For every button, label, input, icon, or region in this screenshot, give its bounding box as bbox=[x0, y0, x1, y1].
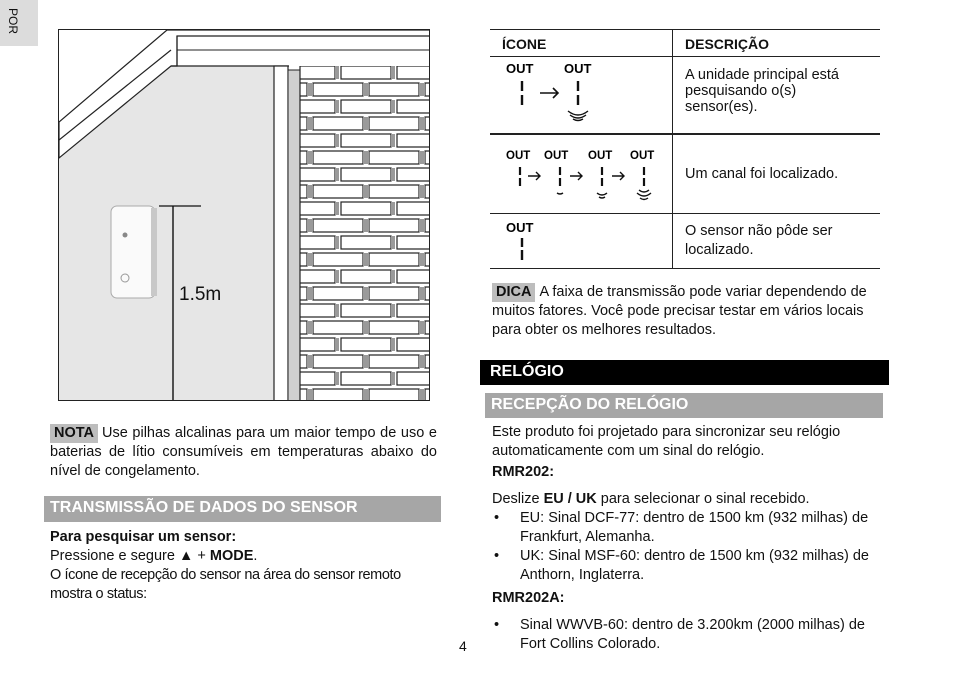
list-item: • Sinal WWVB-60: dentro de 3.200km (2000 milhas) de Fort Collins Colorado. bbox=[492, 616, 884, 654]
language-tab bbox=[0, 0, 38, 46]
table-row bbox=[490, 57, 880, 135]
section-title-clock-reception: RECEPÇÃO DO RELÓGIO bbox=[485, 393, 883, 418]
section-title-clock: RELÓGIO bbox=[480, 360, 889, 385]
tip-label: DICA bbox=[492, 283, 535, 302]
search-sensor-block bbox=[50, 528, 440, 604]
sensor-not-found-icon bbox=[502, 214, 562, 264]
channel-found-icon bbox=[502, 135, 662, 205]
mode-key: MODE bbox=[209, 548, 254, 564]
press-instruction: Pressione e segure ▲ + MODE. bbox=[50, 548, 258, 564]
language-label: POR bbox=[6, 8, 20, 35]
svg-text:OUT: OUT bbox=[588, 150, 613, 162]
table-row bbox=[490, 214, 880, 269]
status-text: O ícone de recepção do sensor na área do sensor remoto mostra o status: bbox=[50, 567, 401, 602]
eu-uk-switch: EU / UK bbox=[543, 491, 597, 507]
note-label: NOTA bbox=[50, 424, 98, 443]
col-header-icon: ÍCONE bbox=[490, 30, 673, 57]
clock-intro: Este produto foi projetado para sincronizar seu relógio automaticamente com um sinal do relógio. bbox=[492, 424, 841, 459]
col-header-description: DESCRIÇÃO bbox=[673, 30, 881, 57]
search-heading: Para pesquisar um sensor: bbox=[50, 529, 237, 545]
svg-text:OUT: OUT bbox=[506, 150, 531, 162]
svg-text:OUT: OUT bbox=[630, 150, 655, 162]
svg-text:OUT: OUT bbox=[544, 150, 569, 162]
not-found-description: O sensor não pôde ser localizado. bbox=[673, 214, 881, 269]
found-description: Um canal foi localizado. bbox=[673, 134, 881, 214]
found-icon-cell bbox=[490, 134, 673, 214]
list-item: • EU: Sinal DCF-77: dentro de 1500 km (932 milhas) de Frankfurt, Alemanha. bbox=[492, 509, 884, 547]
signal-list bbox=[492, 509, 884, 585]
tip-paragraph bbox=[492, 283, 882, 340]
svg-text:OUT: OUT bbox=[506, 61, 534, 76]
list-item: • UK: Sinal MSF-60: dentro de 1500 km (932 milhas) de Anthorn, Inglaterra. bbox=[492, 547, 884, 585]
icon-table bbox=[490, 29, 880, 269]
tip-text: A faixa de transmissão pode variar dependendo de muitos fatores. Você pode precisar testar em vários locais para obter os melhores resultados. bbox=[492, 284, 867, 338]
slide-instruction: Deslize EU / UK para selecionar o sinal recebido. bbox=[492, 491, 810, 507]
model-rmr202: RMR202: bbox=[492, 464, 555, 480]
note-paragraph bbox=[50, 424, 437, 481]
not-found-icon-cell bbox=[490, 214, 673, 269]
height-label: 1.5m bbox=[179, 284, 222, 305]
searching-icon-cell bbox=[490, 57, 673, 135]
table-row bbox=[490, 134, 880, 214]
model-rmr202a: RMR202A: bbox=[492, 590, 565, 606]
clock-reception-body bbox=[492, 423, 884, 654]
icon-table-wrapper bbox=[490, 29, 880, 269]
signal-list-rmr202a bbox=[492, 616, 884, 654]
svg-text:OUT: OUT bbox=[506, 220, 534, 235]
section-title-sensor-transmission: TRANSMISSÃO DE DADOS DO SENSOR bbox=[44, 496, 441, 522]
up-arrow-icon: ▲ bbox=[178, 548, 194, 564]
note-text: Use pilhas alcalinas para um maior tempo de uso e baterias de lítio consumíveis em temperaturas abaixo do nível de congelamento. bbox=[50, 425, 437, 479]
searching-description: A unidade principal está pesquisando o(s) sensor(es). bbox=[673, 57, 881, 135]
page-number: 4 bbox=[459, 638, 467, 654]
svg-text:OUT: OUT bbox=[564, 61, 592, 76]
sensor-mounting-illustration bbox=[58, 29, 430, 401]
searching-signal-icon bbox=[502, 57, 642, 127]
house-wall-drawing bbox=[59, 30, 430, 401]
